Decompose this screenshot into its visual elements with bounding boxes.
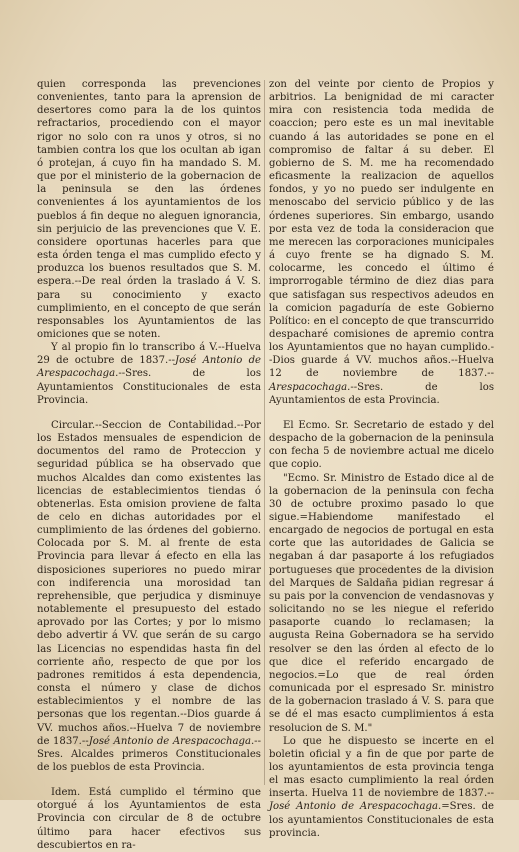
paragraph-text: Lo que he dispuesto se incerte en el boletin oficial y a fin de que por parte de los ayuntamientos de esta provincia tenga el mas esacto cumplimiento la real órden inserta. Huelva 11 de noviembre de 1837.--	[269, 735, 494, 800]
addressee: --Sres. Alcaldes primeros Constitucionales de los pueblos de esta Provincia.	[37, 735, 261, 773]
paragraph-text: zon del veinte por ciento de Propios y arbitrios. La benignidad de mi caracter mira con resistencia toda medida de coaccion; pero este es un mal inevitable cuando á las autoridades se pone en el compromiso de faltar á su deber. El gobierno de S. M. me ha recomendado eficasmente la realizacion de aquellos fondos, y yo no puedo ser indulgente en menoscabo del servicio público y de las órdenes superiores. Sin embargo, usando por esta vez de toda la consideracion que me merecen las corporaciones municipales á cuyo frente se ha dignado S. M. colocarme, les concedo el último é improrrogable término de diez dias para que satisfagan sus respectivos adeudos en la comicion pagaduría de este Gobierno Político: en el concepto de que transcurrido despacharé comisiones de apremio contra los Ayuntamientos que no hayan cumplido.--Dios guarde á VV. muchos años.--Huelva 12 de noviembre de 1837.--	[269, 79, 494, 380]
addressee: --Sres. de los Ayuntamientos Constitucionales de esta Provincia.	[37, 368, 261, 406]
addressee: --Sres. de los Ayuntamientos de esta Provincia.	[269, 381, 494, 406]
paragraph-circular-contabilidad	[37, 419, 261, 774]
paragraph-transcription	[37, 341, 261, 407]
paragraph-idem: Idem. Está cumplido el término que otorgué á los Ayuntamientos de esta Provincia con circular de 8 de octubre último para hacer efectivos sus descubiertos en ra-	[37, 787, 261, 851]
paragraph-text: Y al propio fin lo transcribo á V.--Huelva 29 de octubre de 1837.--	[37, 342, 261, 367]
signature: Arespacochaga.	[269, 381, 351, 393]
paragraph-continuation	[269, 78, 494, 407]
paragraph-closing	[269, 735, 494, 840]
right-column	[269, 78, 494, 840]
column-divider	[264, 80, 265, 785]
signature: José Antonio de Arespacochaga.	[37, 355, 261, 380]
paragraph-text: Circular.--Seccion de Contabilidad.--Por los Estados mensuales de espendicion de documentos del ramo de Proteccion y seguridad pública se ha observado que muchos Alcaldes dan como existentes las licencias de establecimientos tiendas ó obtenerlas. Esta omision proviene de falta de celo en dichas autoridades por el cumplimiento de las órdenes del gobierno. Colocada por S. M. al frente de esta Provincia para llevar á efecto en ella las disposiciones superiores no puedo mirar con indiferencia una morosidad tan reprehensible, que perjudica y disminuye notablemente el presupuesto del estado aprovado por las Cortes; y por lo mismo debo advertir á VV. que serán de su cargo las Licencias no espendidas hasta fin del corriente año, respecto de que por los padrones remitidos á esta dependencia, consta el número y clase de dichos establecimientos y el nombre de las personas que los regentan.--Dios guarde á VV. muchos años.--Huelva 7 de noviembre de 1837.--	[37, 419, 261, 747]
addressee: =Sres. de los ayuntamientos Constitucionales de esta provincia.	[269, 801, 495, 839]
signature: José Antonio de Arespacochaga.	[88, 735, 255, 747]
left-column	[37, 78, 261, 852]
paragraph-continuation: quien corresponda las prevenciones convenientes, tanto para la aprension de desertores como para la de los quintos refractarios, procediendo con el mayor rigor no solo con ra unos y otros, si no tambien contra los que los ocultan ab igan ó protejan, á cuyo fin ha mandado S. M. que por el ministerio de la gobernacion de la peninsula se den las órdenes convenientes á los ayuntamientos de los pueblos á fin deque no aleguen ignorancia, sin perjuicio de las prevenciones que V. E. considere oportunas hacerles para que esta órden tenga el mas cumplido efecto y produzca los buenos resultados que S. M. espera.--De real órden la traslado á V. S. para su conocimiento y exacto cumplimiento, en el concepto de que serán responsables los Ayuntamientos de las omiciones que se noten.	[37, 79, 261, 340]
signature: José Antonio de Arespacochaga.	[269, 801, 442, 813]
paragraph-secretario: El Ecmo. Sr. Secretario de estado y del despacho de la gobernacion de la peninsula con fecha 5 de noviembre actual me dicelo que copio.	[269, 419, 494, 471]
paragraph-quoted-order: "Ecmo. Sr. Ministro de Estado dice al de la gobernacion de la peninsula con fecha 30 de octubre proximo pasado lo que sigue.=Habiendome manifestado el encargado de negocios de portugal en esta corte que las autoridades de Galicia se negaban á dar pasaporte á los refugiados portugueses que procedentes de la division del Marques de Saldaña pidian regresar á su pais por la convencion de vendasnovas y solicitando no se les niegue el referido pasaporte cuando lo reclamasen; la augusta Reina Gobernadora se ha servido resolver se den las órden al efecto de lo que dice el referido encargado de negocios.=Lo que de real órden comunicada por el espresado Sr. ministro de la gobernacion traslado á V. S. para que se dé el mas esacto cumplimientos á esta resolucion de S. M."	[269, 472, 494, 734]
